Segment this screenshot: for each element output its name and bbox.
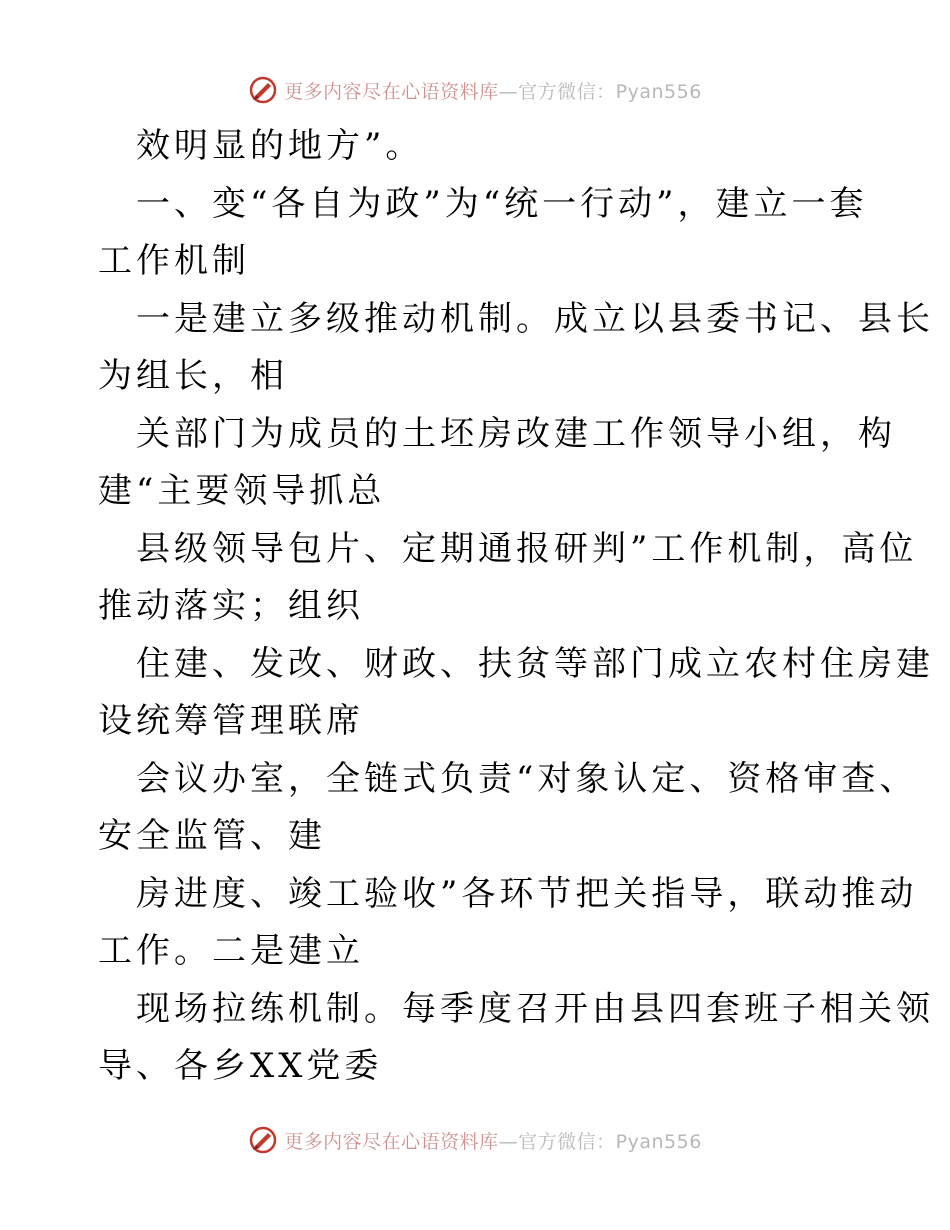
- header-watermark: [0, 70, 950, 110]
- watermark-sub: 官方微信：Pyan556: [518, 1130, 702, 1153]
- watermark-main: 更多内容尽在心语资料库: [284, 1130, 499, 1153]
- text-line: 建“主要领导抓总: [98, 471, 386, 511]
- text-line: 住建、发改、财政、扶贫等部门成立农村住房建: [136, 643, 934, 684]
- text-line: 房进度、竣工验收”各环节把关指导，联动推动: [136, 873, 918, 914]
- text-line: 现场拉练机制。每季度召开由县四套班子相关领: [136, 988, 934, 1029]
- footer-watermark: [0, 1120, 950, 1160]
- text-line: 关部门为成员的土坯房改建工作领导小组，构: [136, 413, 896, 454]
- watermark-text: [284, 77, 702, 104]
- text-line: 为组长，相: [98, 356, 288, 396]
- text-line: 工作机制: [98, 241, 250, 281]
- document-body: [98, 118, 934, 1096]
- watermark-separator: —: [498, 80, 519, 103]
- pen-logo-icon: [248, 75, 278, 105]
- text-line: 导、各乡XX党委: [98, 1046, 383, 1086]
- watermark-main: 更多内容尽在心语资料库: [284, 80, 499, 103]
- watermark-separator: —: [498, 1130, 519, 1153]
- text-line: 一、变“各自为政”为“统一行动”，建立一套: [136, 183, 868, 224]
- text-line: 推动落实；组织: [98, 586, 364, 626]
- text-line: 设统筹管理联席: [98, 701, 364, 741]
- watermark-sub: 官方微信：Pyan556: [518, 80, 702, 103]
- watermark-text: [284, 1127, 702, 1154]
- text-line: 一是建立多级推动机制。成立以县委书记、县长: [136, 298, 934, 339]
- text-line: 工作。二是建立: [98, 931, 364, 971]
- text-line: 安全监管、建: [98, 816, 326, 856]
- text-line: 会议办室，全链式负责“对象认定、资格审查、: [136, 758, 918, 799]
- pen-logo-icon: [248, 1125, 278, 1155]
- text-line: 效明显的地方”。: [136, 126, 424, 166]
- text-line: 县级领导包片、定期通报研判”工作机制，高位: [136, 528, 918, 569]
